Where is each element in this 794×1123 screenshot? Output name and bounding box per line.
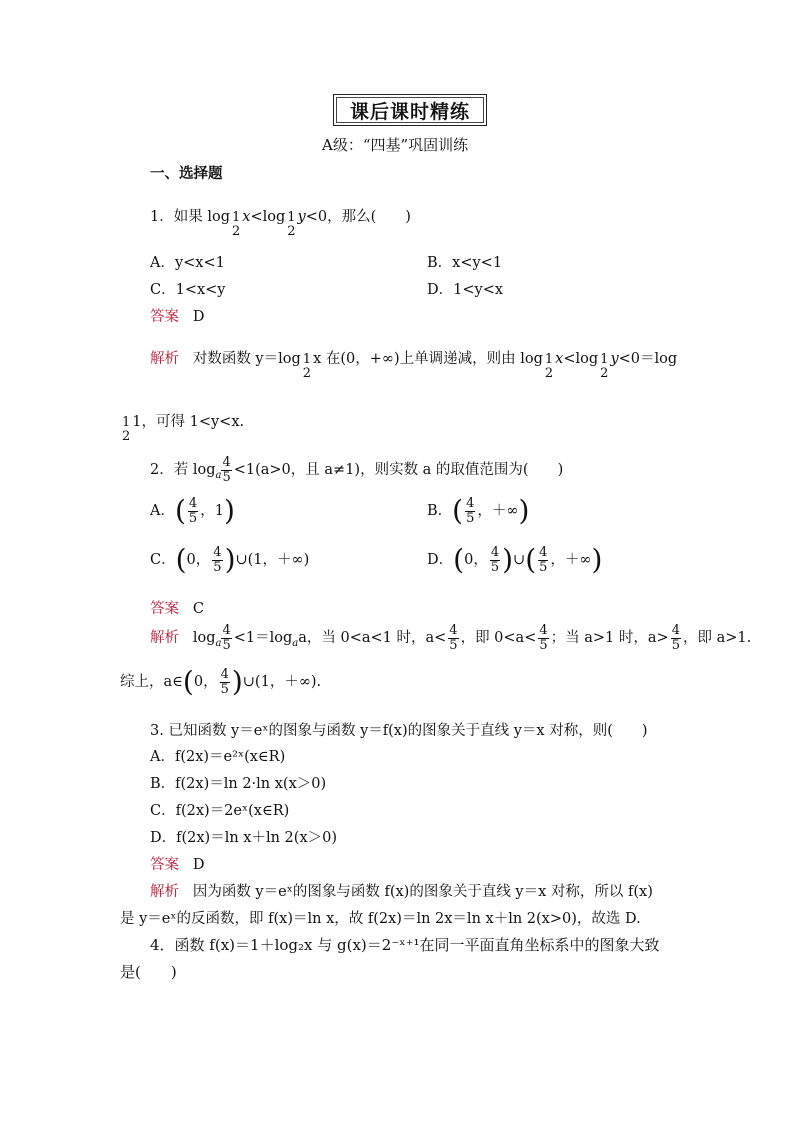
q4-stem-cont: 是( ) xyxy=(120,963,177,981)
q2-option-b: B．( $\frac{4}{5}$ ，＋∞) xyxy=(427,494,530,528)
page-subtitle: A级：“四基”巩固训练 xyxy=(322,136,469,154)
q3-option-d: D．f(2x)＝ln x＋ln 2(x＞0) xyxy=(150,830,337,846)
q3-option-b: B．f(2x)＝ln 2·ln x(x＞0) xyxy=(150,776,327,792)
q1-answer-value: D xyxy=(192,309,205,325)
q3-option-a: A．f(2x)＝e²ˣ(x∈R) xyxy=(150,749,286,765)
q1-option-d: D．1<y<x xyxy=(427,282,504,298)
q1-option-b: B．x<y<1 xyxy=(427,255,503,271)
q3-answer-value: D xyxy=(192,857,205,873)
q3-answer-row: 答案 D xyxy=(150,857,205,873)
q3-analysis: 解析 因为函数 y＝eˣ的图象与函数 f(x)的图象关于直线 y＝x 对称，所以 f(x) xyxy=(150,884,653,900)
q3-stem: 3. 已知函数 y＝eˣ的图象与函数 y＝f(x)的图象关于直线 y＝x 对称，则( ) xyxy=(150,723,648,739)
q4-stem: 4．函数 f(x)＝1＋log₂x 与 g(x)＝2⁻ˣ⁺¹在同一平面直角坐标系中的图象大致 xyxy=(150,936,660,954)
title-box xyxy=(333,94,487,126)
q2-option-d: D．(0， $\frac{4}{5}$ )∪( $\frac{4}{5}$ ，＋∞) xyxy=(427,543,603,577)
q3-analysis-cont: 是 y＝eˣ的反函数，即 f(x)＝ln x，故 f(2x)＝ln 2x＝ln x＋ln 2(x>0)，故选 D. xyxy=(120,911,641,927)
section-heading: 一、选择题 xyxy=(150,166,223,182)
answer-label: 答案 xyxy=(150,309,179,325)
q2-option-a: A．( $\frac{4}{5}$ ，1) xyxy=(150,494,235,528)
page-title: 课后课时精练 xyxy=(349,100,470,123)
q1-analysis: 解析 对数函数 y＝log 1 2 x 在(0，+∞)上单调递减，则由 log 1 2 x<log 1 2 y<0＝log xyxy=(150,351,678,381)
analysis-label: 解析 xyxy=(150,351,179,367)
q2-option-c: C．(0， $\frac{4}{5}$ )∪(1，＋∞) xyxy=(150,543,310,577)
q2-stem: 2．若 $\log_a$ $\frac{4}{5}$ <1(a>0，且 a≠1)，则实数 a 的取值范围为( ) xyxy=(150,455,564,485)
q1-option-c: C．1<x<y xyxy=(150,282,226,298)
q3-option-c: C．f(2x)＝2eˣ(x∈R) xyxy=(150,803,290,819)
q2-answer-value: C xyxy=(192,601,204,617)
q1-stem-prefix: 1．如果 log xyxy=(150,209,230,225)
q1-stem: 1．如果 log 1 2 x<log 1 2 y<0，那么( ) xyxy=(150,209,411,239)
q2-answer-row: 答案 C xyxy=(150,601,204,617)
q1-option-a: A．y<x<1 xyxy=(150,255,225,271)
q1-stem-suffix: <0，那么( ) xyxy=(305,209,411,225)
q2-analysis-cont: 综上，a∈(0， $\frac{4}{5}$ )∪(1，＋∞). xyxy=(120,665,322,699)
q1-analysis-cont: 1 2 1，可得 1<y<x. xyxy=(122,414,245,444)
q1-answer-row xyxy=(150,305,204,326)
q2-analysis: 解析 $\log_a$ $\frac{4}{5}$ $<1=\log_aa$，当 0<a<1 时，a< $\frac{4}{5}$ ，即 0<a< $\frac{4}{5}$ ；当 a>1 时，a> $\frac{4}{5}$ ，即 a>1. xyxy=(150,623,752,653)
